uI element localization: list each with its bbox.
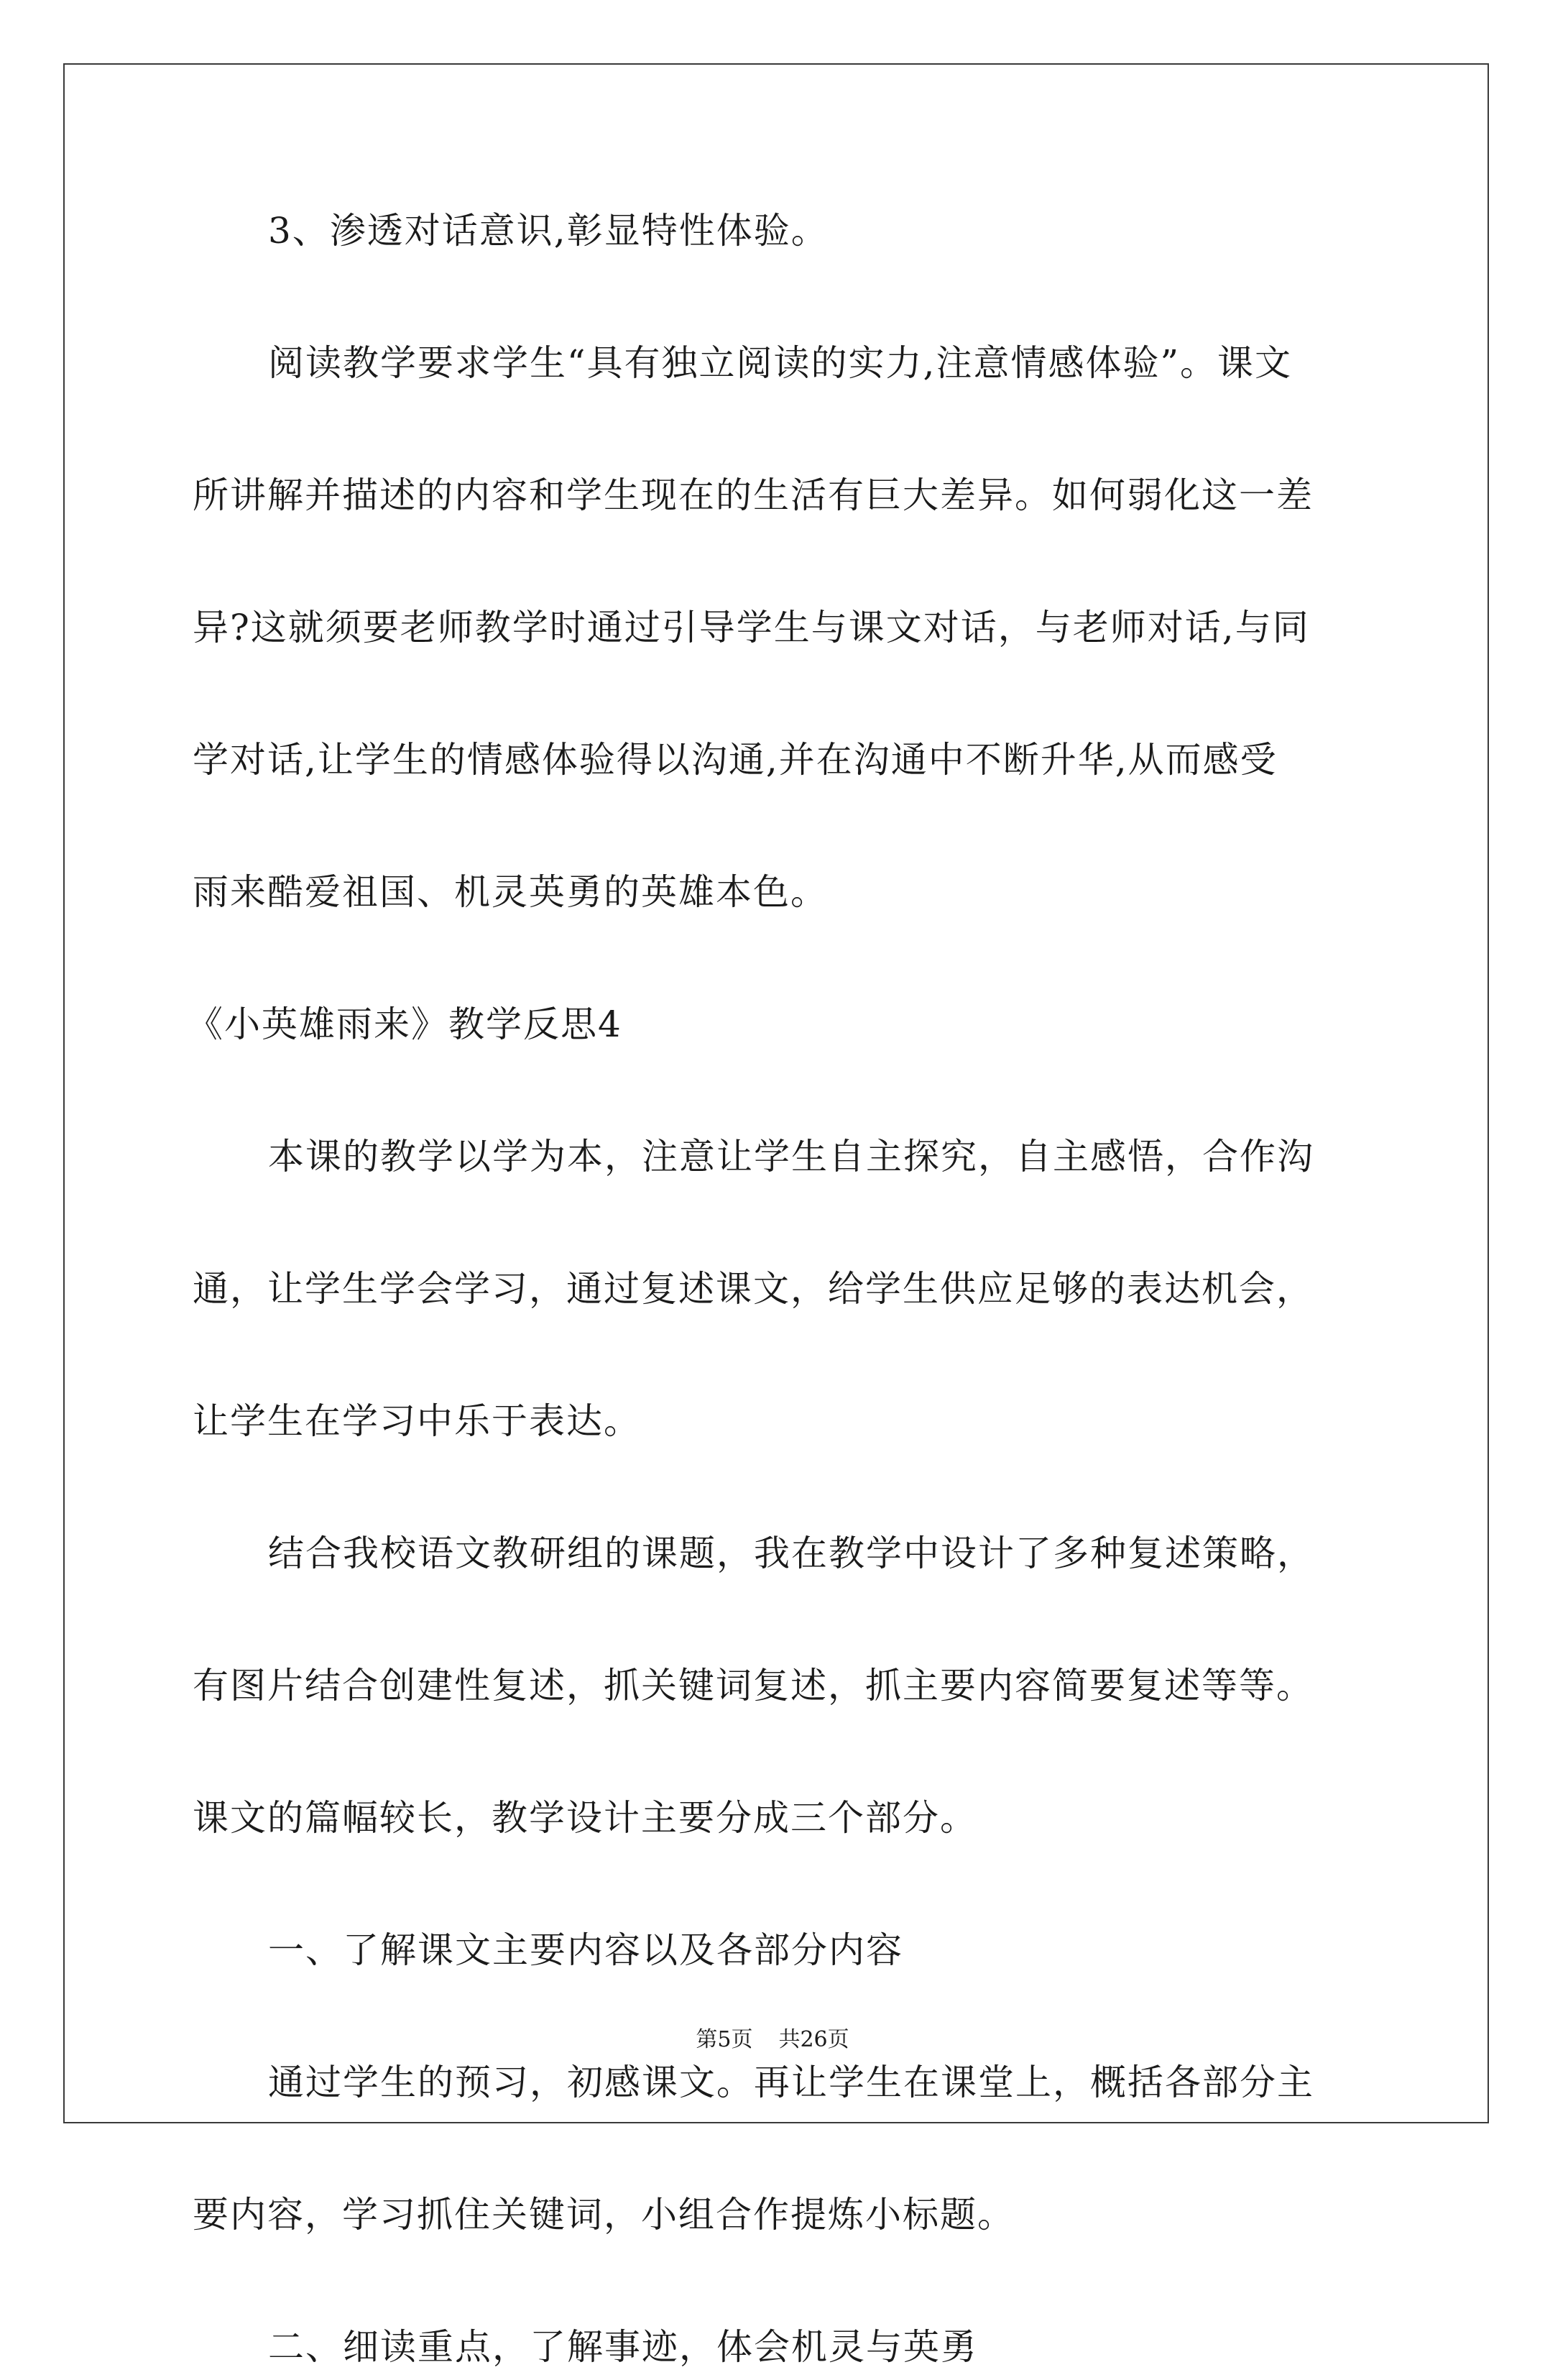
paragraph-5 (193, 1917, 1365, 1983)
text-line: 让学生在学习中乐于表达。 (193, 1400, 641, 1442)
text-line: 所讲解并描述的内容和学生现在的生活有巨大差异。如何弱化这一差 (193, 474, 1314, 516)
section-heading (187, 991, 1365, 1057)
text-line: 通，让学生学会学习，通过复述课文，给学生供应足够的表达机会， (193, 1268, 1314, 1310)
text-line: 要内容，学习抓住关键词，小组合作提炼小标题。 (193, 2194, 1015, 2236)
paragraph-4 (193, 1520, 1365, 1851)
text-line: 本课的教学以学为本，注意让学生自主探究，自主感悟，合作沟 (268, 1136, 1314, 1177)
paragraph-1 (193, 198, 1365, 264)
text-line: 课文的篇幅较长，教学设计主要分成三个部分。 (193, 1797, 977, 1839)
text-line: 结合我校语文教研组的课题，我在教学中设计了多种复述策略， (268, 1533, 1314, 1574)
paragraph-6 (193, 2049, 1365, 2248)
text-line: 3、渗透对话意识,彰显特性体验。 (268, 210, 829, 252)
heading-text: 《小英雄雨来》教学反思4 (187, 1003, 622, 1045)
text-line: 通过学生的预习，初感课文。再让学生在课堂上，概括各部分主 (268, 2062, 1314, 2103)
text-line: 学对话,让学生的情感体验得以沟通,并在沟通中不断升华,从而感受 (193, 739, 1278, 781)
text-line: 二、细读重点，了解事迹，体会机灵与英勇 (268, 2326, 978, 2368)
page-footer (0, 2021, 1545, 2053)
paragraph-7 (193, 2314, 1365, 2380)
text-line: 异?这就须要老师教学时通过引导学生与课文对话，与老师对话,与同 (193, 607, 1310, 648)
page-total: 共26页 (778, 2027, 849, 2052)
paragraph-3 (193, 1124, 1365, 1454)
page-number: 第5页 (696, 2027, 753, 2052)
paragraph-2 (193, 330, 1365, 925)
text-line: 一、了解课文主要内容以及各部分内容 (268, 1929, 903, 1971)
text-line: 雨来酷爱祖国、机灵英勇的英雄本色。 (193, 871, 828, 913)
text-line: 有图片结合创建性复述，抓关键词复述，抓主要内容简要复述等等。 (193, 1665, 1314, 1706)
text-line: 阅读教学要求学生“具有独立阅读的实力,注意情感体验”。课文 (268, 342, 1293, 384)
